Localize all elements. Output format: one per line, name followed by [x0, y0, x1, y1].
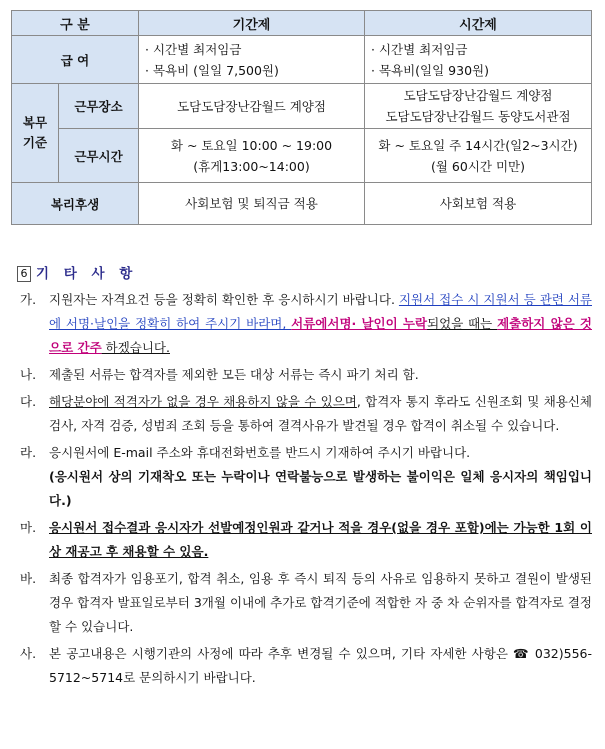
header-fixed-term: 기간제	[139, 11, 365, 36]
criteria-label: 복무 기준	[12, 84, 59, 183]
ga-text-6: 하겠습니다.	[101, 340, 170, 355]
pay-part-time	[365, 36, 592, 84]
ga-text-2: 지원서 접수 시 지원서 등 관련 서류에 서명·날인을 정확히 하여 주시기 바라며,	[49, 292, 592, 331]
item-text: 최종 합격자가 임용포기, 합격 취소, 임용 후 즉시 퇴직 등의 사유로 임용하지 못하고 결원이 발생된 경우 합격자 발표일로부터 3개월 이내에 추가로 합격기준에 적합한 자 중 차 순위자를 합격자로 결정할 수 있습니다.	[49, 571, 592, 634]
list-item-ba	[20, 567, 592, 639]
table-row-hours	[12, 129, 592, 183]
hours-fixed-line-2: (휴게13:00~14:00)	[193, 158, 310, 174]
list-item-na	[20, 363, 592, 387]
pay-label: 급 여	[12, 36, 139, 84]
welfare-label: 복리후생	[12, 183, 139, 225]
list-item-ma	[20, 516, 592, 564]
hours-part-time	[365, 129, 592, 183]
welfare-part-time: 사회보험 적용	[365, 183, 592, 225]
header-category: 구 분	[12, 11, 139, 36]
ra-text: 응시원서에 E-mail 주소와 휴대전화번호를 반드시 기재하여 주시기 바랍니다.	[49, 445, 471, 460]
pay-fixed-line-2: · 목욕비 (일일 7,500원)	[145, 62, 279, 78]
item-text: 응시원서 접수결과 응시자가 선발예정인원과 같거나 적을 경우(없을 경우 포함)에는 가능한 1회 이상 재공고 후 채용할 수 있음.	[49, 520, 592, 559]
workplace-label: 근무장소	[59, 84, 139, 129]
item-label: 사.	[20, 646, 37, 661]
list-item-da	[20, 390, 592, 438]
item-text	[49, 288, 592, 360]
workplace-part-time	[365, 84, 592, 129]
pay-fixed-line-1: · 시간별 최저임금	[145, 41, 242, 57]
table-row-workplace	[12, 84, 592, 129]
employment-conditions-table	[11, 10, 592, 225]
da-text-2: , 합격자 통지 후라도 신원조회 및 채용신체검사, 자격 검증, 성범죄 조회 등을 통하여 결격사유가 발견될 경우 합격이 취소될 수 있습니다.	[49, 394, 592, 433]
notice-list	[20, 288, 592, 693]
ga-text-3: 서류에서명· 날인이 누락	[291, 316, 428, 331]
workplace-part-line-2: 도담도담장난감월드 동양도서관점	[385, 109, 571, 124]
hours-label: 근무시간	[59, 129, 139, 183]
welfare-fixed-term: 사회보험 및 퇴직금 적용	[139, 183, 365, 225]
table-row-pay	[12, 36, 592, 84]
list-item-sa	[20, 642, 592, 690]
ga-text-5: 제출하지 않은 것으로 간주	[49, 316, 592, 355]
hours-part-line-1: 화 ~ 토요일 주 14시간(일2~3시간)	[378, 137, 578, 153]
item-label: 마.	[20, 520, 37, 535]
item-text: 제출된 서류는 합격자를 제외한 모든 대상 서류는 즉시 파기 처리 함.	[49, 367, 419, 382]
item-label: 가.	[20, 292, 37, 307]
pay-part-line-2: · 목욕비(일일 930원)	[371, 62, 489, 78]
ga-text-4: 되었을 때는	[427, 316, 498, 331]
da-text-1: 해당분야에 적격자가 없을 경우 채용하지 않을 수 있으며	[49, 394, 357, 409]
table-header-row	[12, 11, 592, 36]
ga-text-1: 지원자는 자격요건 등을 정확히 확인한 후 응시하시기 바랍니다.	[49, 292, 399, 307]
workplace-fixed-term: 도담도담장난감월드 계양점	[139, 84, 365, 129]
item-text	[49, 390, 592, 438]
table-row-welfare	[12, 183, 592, 225]
header-part-time: 시간제	[365, 11, 592, 36]
pay-part-line-1: · 시간별 최저임금	[371, 41, 468, 57]
section-heading	[17, 262, 137, 282]
item-label: 바.	[20, 571, 37, 586]
hours-part-line-2: (월 60시간 미만)	[431, 158, 525, 174]
item-text: 본 공고내용은 시행기관의 사정에 따라 추후 변경될 수 있으며, 기타 자세한 사항은 ☎ 032)556-5712~5714로 문의하시기 바랍니다.	[49, 646, 592, 685]
ra-note: (응시원서 상의 기재착오 또는 누락이나 연락불능으로 발생하는 불이익은 일체 응시자의 책임입니다.)	[49, 469, 592, 508]
item-text	[49, 441, 592, 513]
item-label: 다.	[20, 394, 37, 409]
item-label: 라.	[20, 445, 37, 460]
item-label: 나.	[20, 367, 37, 382]
hours-fixed-term	[139, 129, 365, 183]
list-item-ga	[20, 288, 592, 360]
workplace-part-line-1: 도담도담장난감월드 계양점	[403, 88, 553, 103]
section-number: 6	[17, 266, 31, 282]
hours-fixed-line-1: 화 ~ 토요일 10:00 ~ 19:00	[170, 137, 333, 153]
list-item-ra	[20, 441, 592, 513]
section-title: 기 타 사 항	[36, 266, 138, 282]
pay-fixed-term	[139, 36, 365, 84]
